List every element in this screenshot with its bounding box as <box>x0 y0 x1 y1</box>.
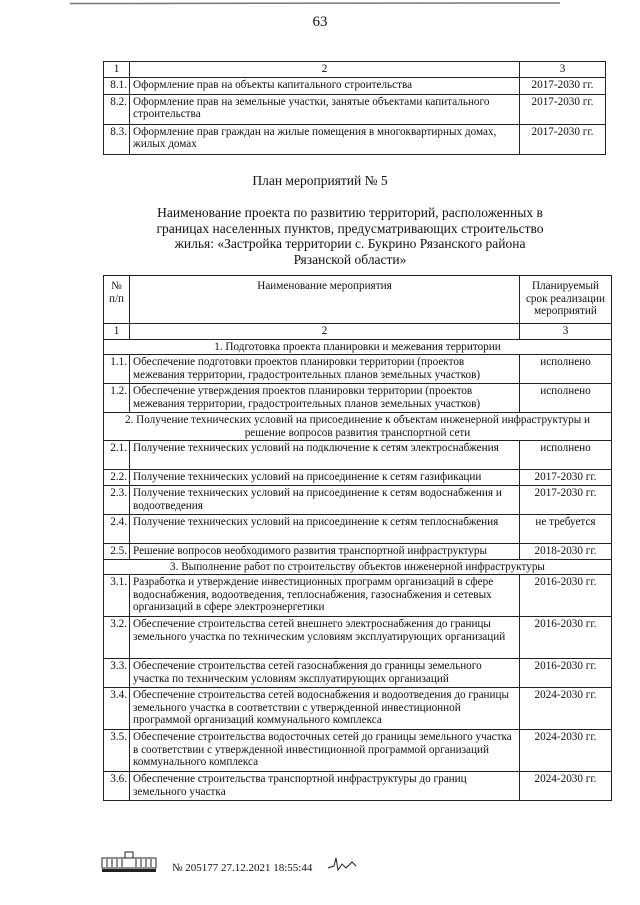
plan-title: План мероприятий № 5 <box>252 173 388 188</box>
section-row <box>104 339 612 355</box>
row-term: 2016-2030 гг. <box>520 617 612 659</box>
table-row <box>104 543 612 559</box>
col-number: 3 <box>520 324 612 340</box>
table-row <box>104 575 612 617</box>
section-row <box>104 559 612 575</box>
row-number: 2.2. <box>104 470 130 486</box>
header-number: № п/п <box>104 276 130 324</box>
row-number: 8.3. <box>104 124 130 154</box>
plan-table <box>103 275 612 801</box>
row-number: 3.3. <box>104 659 130 688</box>
row-number: 3.4. <box>104 688 130 730</box>
row-number: 1.1. <box>104 355 130 384</box>
section-title: 2. Получение технических условий на присоединение к объектам инженерной инфраструктуры и решение вопросов развития транспортной сети <box>104 413 612 441</box>
table-row <box>104 514 612 543</box>
table-row <box>104 355 612 384</box>
row-name: Получение технических условий на присоединение к сетям газификации <box>130 470 520 486</box>
row-term: 2017-2030 гг. <box>520 485 612 514</box>
table-row <box>104 772 612 801</box>
table-row <box>104 730 612 772</box>
row-name: Обеспечение строительства водосточных сетей до границы земельного участка в соответствии с утвержденной инвестиционной программой организаций коммунального комплекса <box>130 730 520 772</box>
scan-edge-line <box>70 2 560 5</box>
row-term: 2024-2030 гг. <box>520 772 612 801</box>
table-row <box>104 485 612 514</box>
row-name: Оформление прав граждан на жилые помещения в многоквартирных домах, жилых домах <box>130 124 520 154</box>
row-term: 2017-2030 гг. <box>520 124 606 154</box>
row-name: Обеспечение строительства сетей водоснабжения и водоотведения до границы земельного участка в соответствии с утвержденной инвестиционной программой организаций коммунального комплекса <box>130 688 520 730</box>
col-number: 2 <box>130 62 520 78</box>
row-term: 2016-2030 гг. <box>520 575 612 617</box>
row-name: Решение вопросов необходимого развития транспортной инфраструктуры <box>130 543 520 559</box>
row-number: 8.1. <box>104 77 130 94</box>
row-term: исполнено <box>520 441 612 470</box>
col-number: 1 <box>104 62 130 78</box>
row-number: 3.1. <box>104 575 130 617</box>
continuation-table <box>103 61 606 155</box>
row-number: 2.5. <box>104 543 130 559</box>
row-name: Оформление прав на объекты капитального строительства <box>130 77 520 94</box>
row-name: Получение технических условий на присоединение к сетям теплоснабжения <box>130 514 520 543</box>
row-name: Обеспечение утверждения проектов планировки территории (проектов межевания территории, градостроительных планов земельных участков) <box>130 384 520 413</box>
table-header-row <box>104 276 612 324</box>
row-term: не требуется <box>520 514 612 543</box>
row-term: 2016-2030 гг. <box>520 659 612 688</box>
header-term: Планируемый срок реализации мероприятий <box>520 276 612 324</box>
col-number: 3 <box>520 62 606 78</box>
row-name: Получение технических условий на подключение к сетям электроснабжения <box>130 441 520 470</box>
section-title: 1. Подготовка проекта планировки и межевания территории <box>104 339 612 355</box>
row-number: 2.1. <box>104 441 130 470</box>
footer-stamp-area <box>100 848 540 878</box>
col-number: 2 <box>130 324 520 340</box>
row-name: Обеспечение строительства сетей внешнего электроснабжения до границы земельного участка по техническим условиям эксплуатирующих организаций <box>130 617 520 659</box>
col-number: 1 <box>104 324 130 340</box>
row-term: 2024-2030 гг. <box>520 730 612 772</box>
table-row <box>104 384 612 413</box>
table-row <box>104 441 612 470</box>
row-number: 1.2. <box>104 384 130 413</box>
row-number: 3.6. <box>104 772 130 801</box>
table-row <box>104 470 612 486</box>
row-term: 2017-2030 гг. <box>520 470 612 486</box>
row-name: Разработка и утверждение инвестиционных программ организаций в сфере водоснабжения, водоотведения, теплоснабжения, газоснабжения и сетевых организаций в сфере электроэнергетики <box>130 575 520 617</box>
section-title: 3. Выполнение работ по строительству объектов инженерной инфраструктуры <box>104 559 612 575</box>
header-name: Наименование мероприятия <box>130 276 520 324</box>
table-row <box>104 659 612 688</box>
table-row <box>104 94 606 124</box>
row-number: 2.4. <box>104 514 130 543</box>
row-term: 2024-2030 гг. <box>520 688 612 730</box>
building-seal-icon <box>100 850 158 874</box>
section-row <box>104 413 612 441</box>
page-number: 63 <box>312 14 328 30</box>
plan-subtitle: Наименование проекта по развитию территорий, расположенных в границах населенных пунктов, предусматривающих строительство жилья: «Застройка территории с. Букрино Рязанского района Рязанской области» <box>156 205 544 267</box>
table-header-row <box>104 62 606 78</box>
table-colnum-row <box>104 324 612 340</box>
signature-scribble <box>326 854 366 874</box>
row-term: исполнено <box>520 384 612 413</box>
table-row <box>104 124 606 154</box>
row-name: Оформление прав на земельные участки, занятые объектами капитального строительства <box>130 94 520 124</box>
row-term: 2018-2030 гг. <box>520 543 612 559</box>
row-name: Обеспечение строительства транспортной инфраструктуры до границ земельного участка <box>130 772 520 801</box>
row-number: 2.3. <box>104 485 130 514</box>
row-number: 3.2. <box>104 617 130 659</box>
table-row <box>104 77 606 94</box>
row-name: Получение технических условий на присоединение к сетям водоснабжения и водоотведения <box>130 485 520 514</box>
row-number: 8.2. <box>104 94 130 124</box>
row-number: 3.5. <box>104 730 130 772</box>
row-term: исполнено <box>520 355 612 384</box>
row-name: Обеспечение строительства сетей газоснабжения до границы земельного участка по техническим условиям эксплуатирующих организаций <box>130 659 520 688</box>
table-row <box>104 688 612 730</box>
registration-number: № 205177 27.12.2021 18:55:44 <box>172 862 313 874</box>
row-term: 2017-2030 гг. <box>520 77 606 94</box>
row-term: 2017-2030 гг. <box>520 94 606 124</box>
row-name: Обеспечение подготовки проектов планировки территории (проектов межевания территории, градостроительных планов земельных участков) <box>130 355 520 384</box>
table-row <box>104 617 612 659</box>
